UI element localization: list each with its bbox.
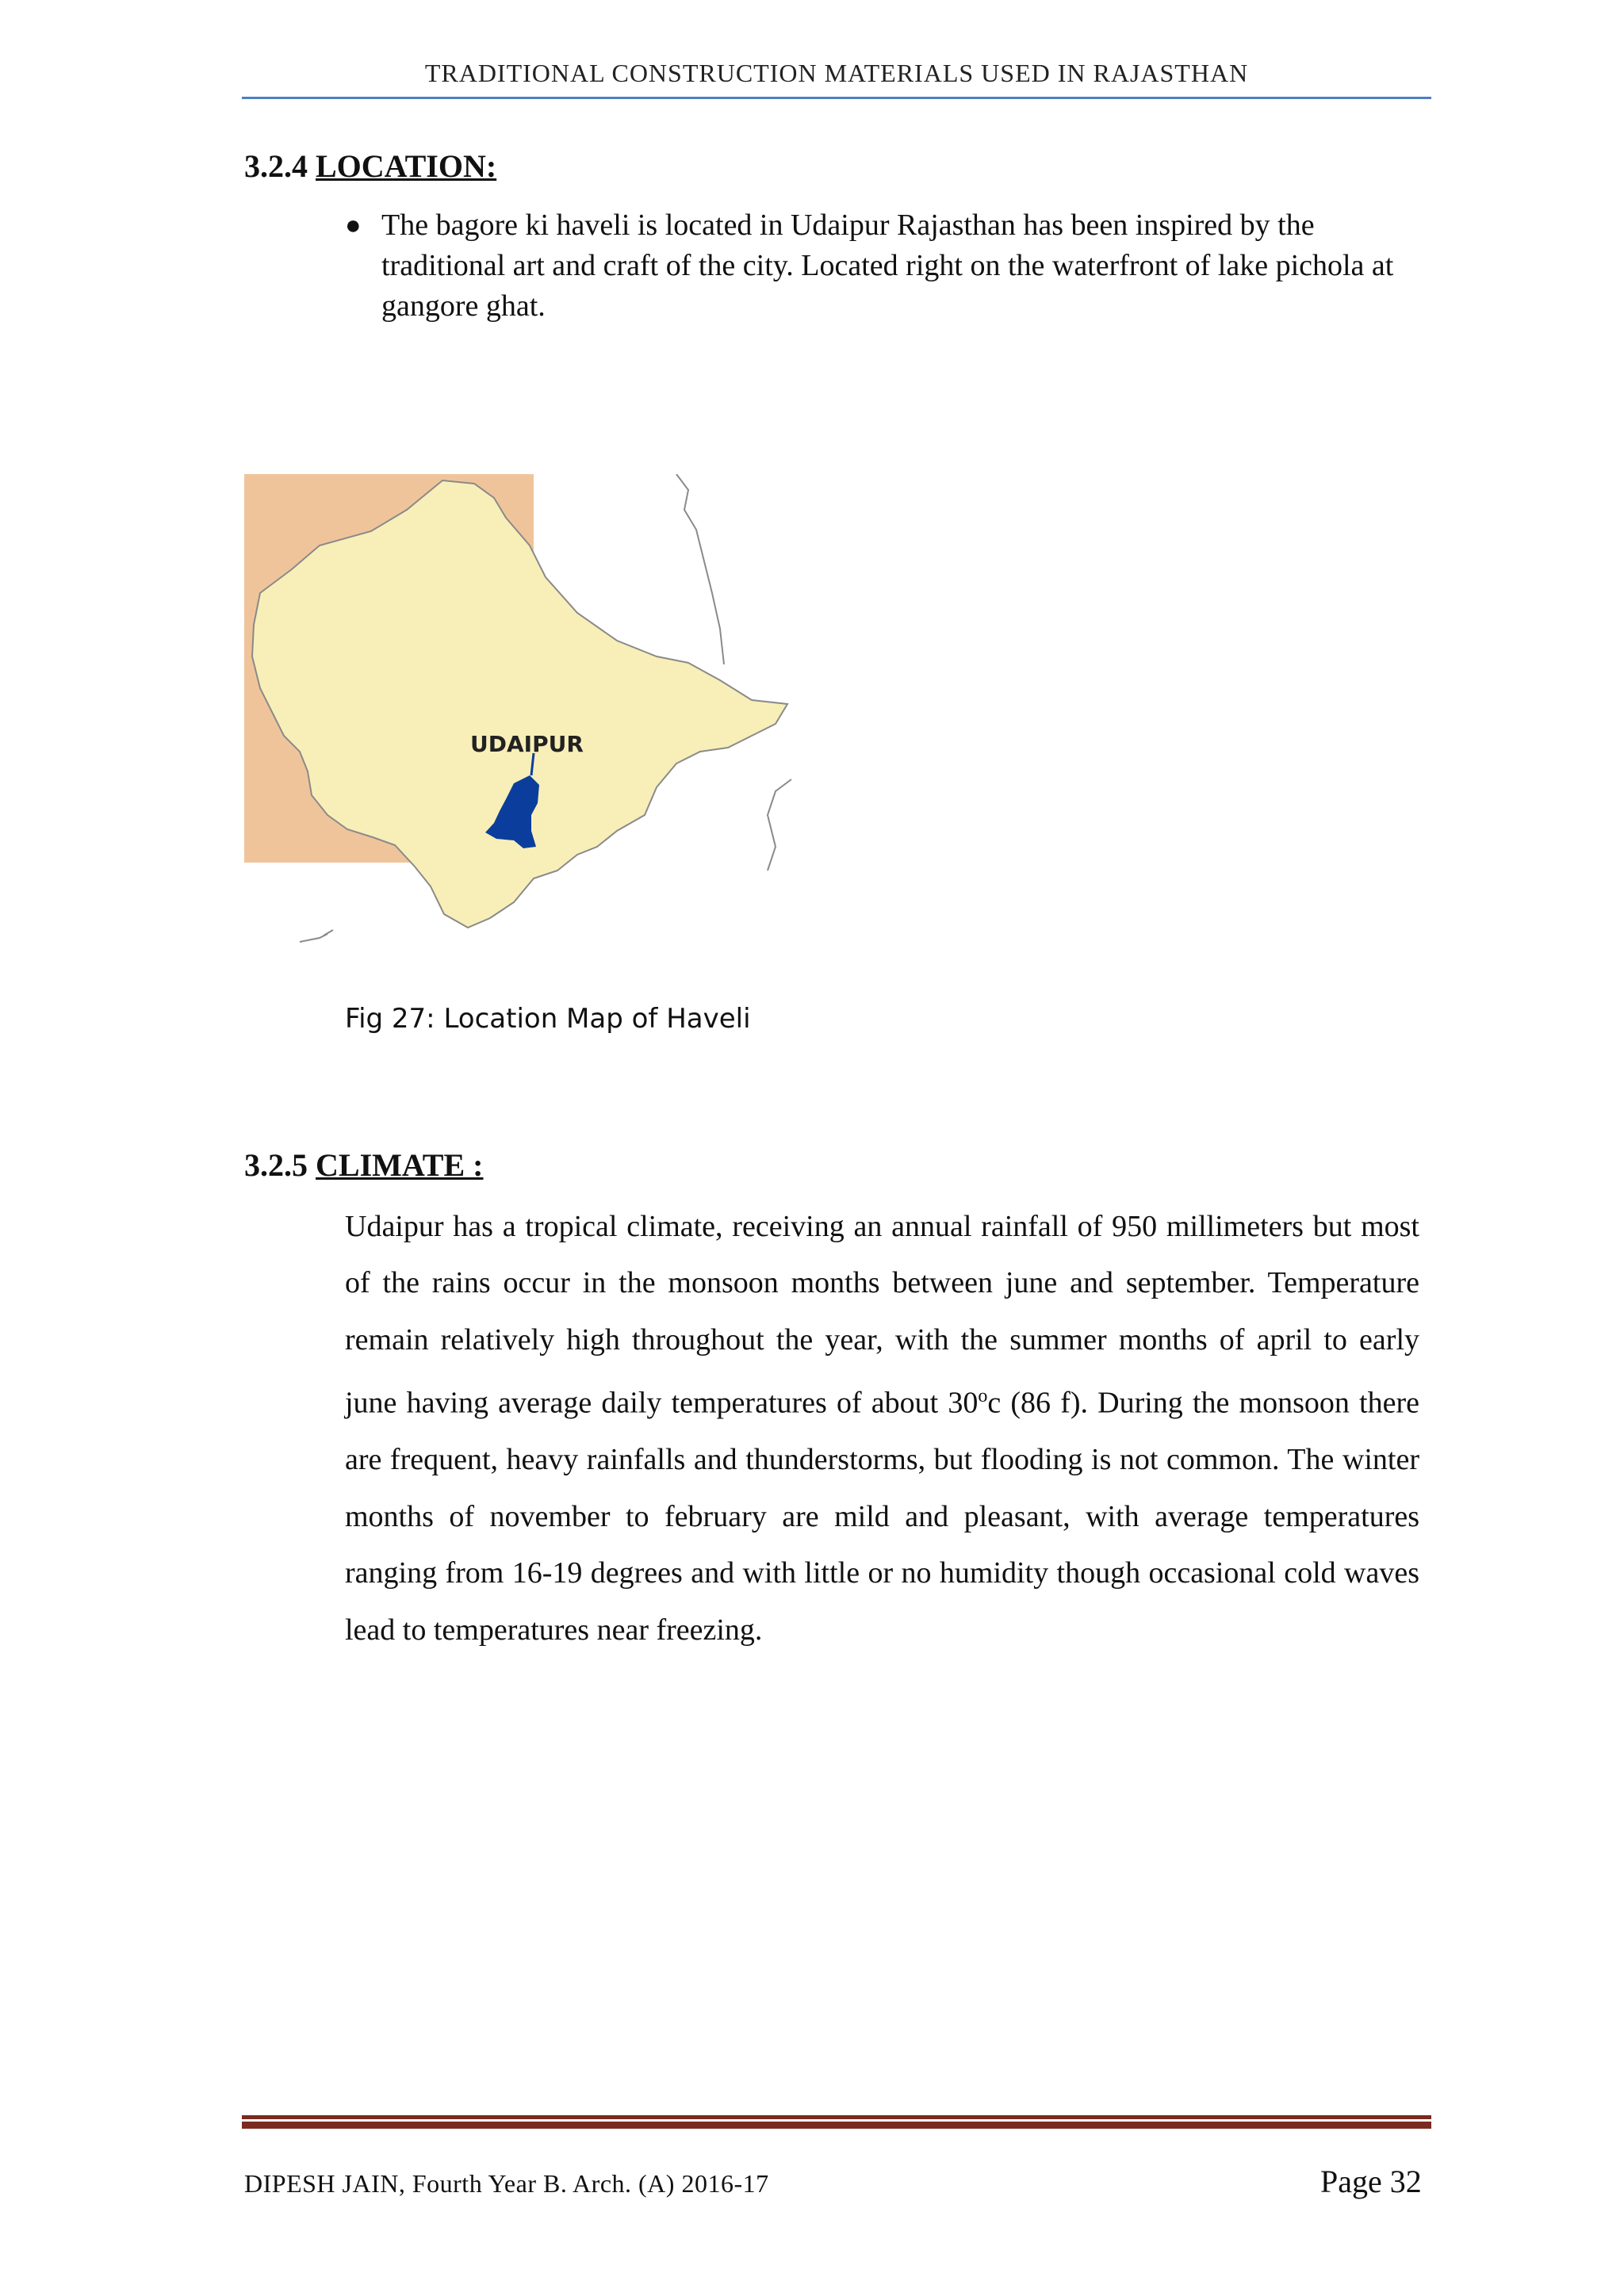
location-bullet: [345, 205, 1408, 327]
section-title: LOCATION:: [316, 148, 497, 184]
degree-superscript: o: [978, 1386, 988, 1407]
footer-rule-thick: [242, 2122, 1431, 2129]
page-number: Page 32: [1320, 2164, 1422, 2199]
climate-paragraph: [345, 1199, 1419, 1659]
neighbor-border-line-bottom: [300, 930, 333, 942]
neighbor-border-line: [676, 474, 724, 664]
header-rule: [242, 97, 1431, 99]
location-map: [244, 474, 795, 954]
running-header: TRADITIONAL CONSTRUCTION MATERIALS USED IN RAJASTHAN: [424, 59, 1249, 87]
climate-text-part1: Udaipur has a tropical climate, receiving an annual rainfall of 950 millimeters but most of the rains occur in the monsoon months between june and september. Temperature remain relatively high throughout the year, with the summer months of april to early june having average daily temperatures of about 30: [345, 1210, 1419, 1420]
section-number: 3.2.5: [244, 1147, 308, 1183]
map-label-udaipur: UDAIPUR: [470, 731, 584, 757]
rajasthan-map-graphic: [244, 474, 795, 954]
figure-caption: Fig 27: Location Map of Haveli: [345, 1003, 751, 1035]
neighbor-border-line-right: [768, 779, 791, 871]
bullet-icon: ●: [345, 211, 362, 240]
section-title: CLIMATE :: [316, 1147, 484, 1183]
climate-text-part2: c (86 f). During the monsoon there are frequent, heavy rainfalls and thunderstorms, but flooding is not common. The winter months of november to february are mild and pleasant, with average temperatures ranging from 16-19 degrees and with little or no humidity though occasional cold waves lead to temperatures near freezing.: [345, 1386, 1419, 1647]
section-heading-climate: [244, 1146, 483, 1184]
location-bullet-text: The bagore ki haveli is located in Udaipur Rajasthan has been inspired by the traditional art and craft of the city. Located right on the waterfront of lake pichola at gangore ghat.: [381, 209, 1394, 323]
footer-rule-thin: [242, 2115, 1431, 2119]
footer-author: DIPESH JAIN, Fourth Year B. Arch. (A) 2016-17: [244, 2169, 769, 2198]
section-number: 3.2.4: [244, 148, 308, 184]
section-heading-location: [244, 147, 496, 185]
